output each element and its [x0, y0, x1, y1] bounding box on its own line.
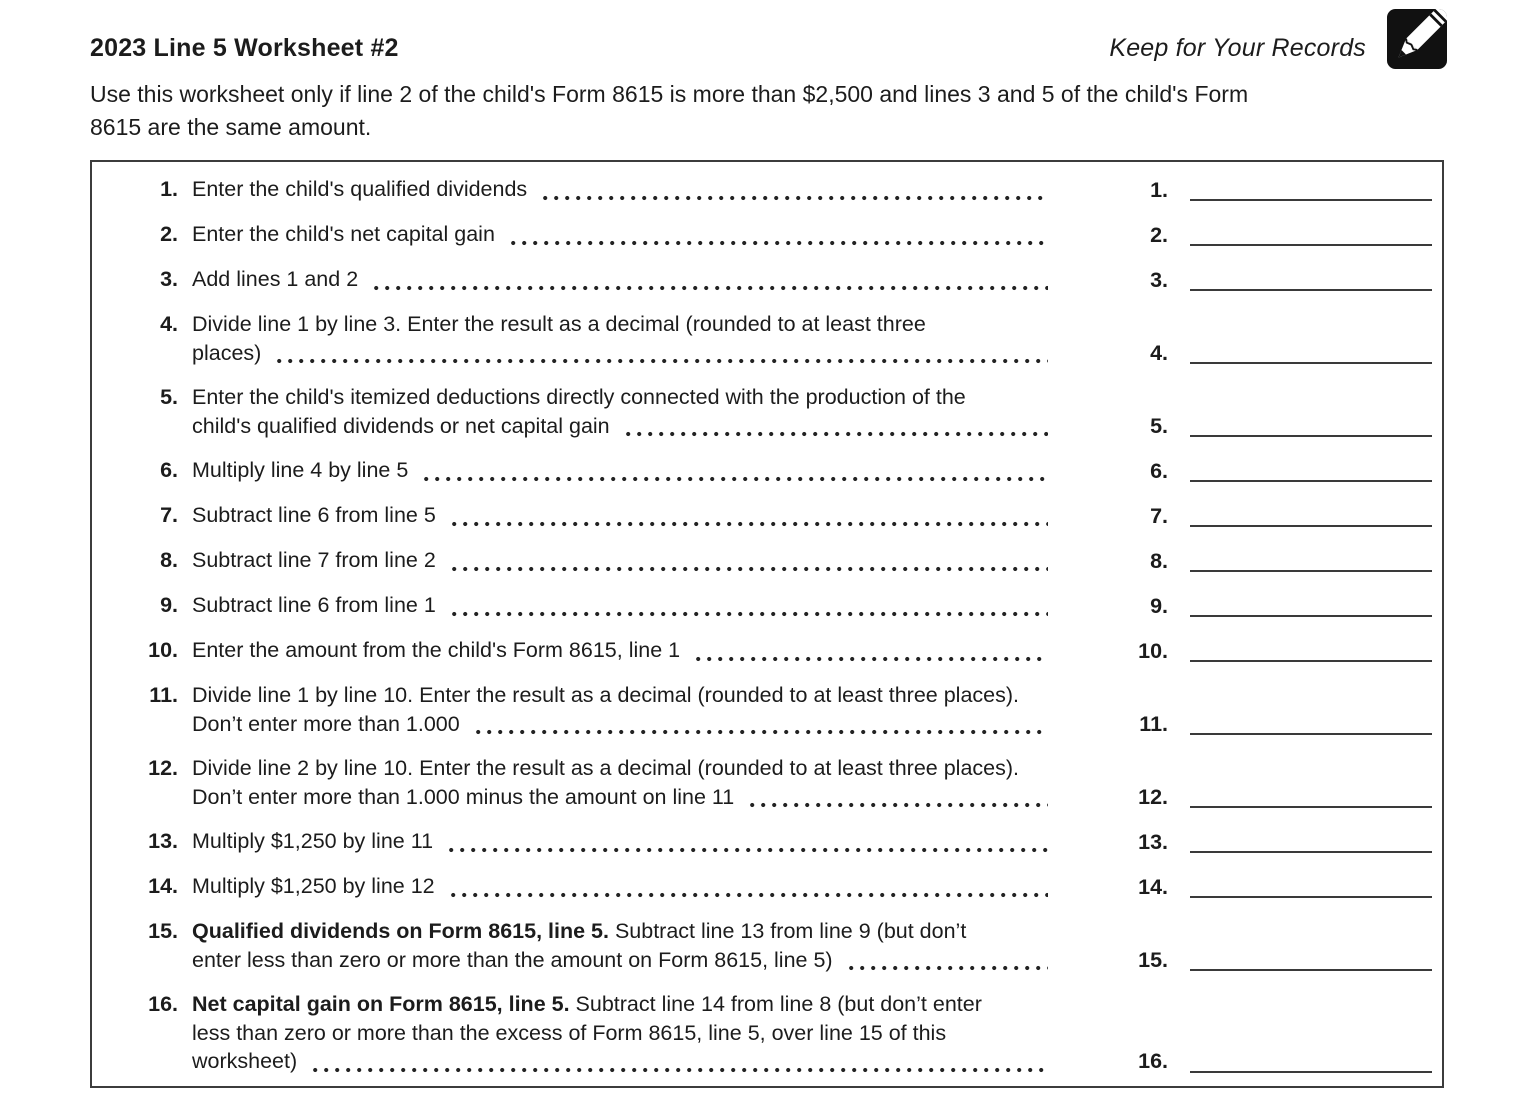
row-16-text-line: [192, 1019, 1050, 1048]
row-entry: [1050, 456, 1442, 485]
entry-blank-12[interactable]: [1190, 782, 1432, 808]
row-entry: [1050, 636, 1442, 665]
row-number: 9.: [160, 593, 178, 617]
dot-leader: [626, 431, 1048, 437]
entry-blank-8[interactable]: [1190, 546, 1432, 572]
entry-number: 5.: [1150, 413, 1168, 438]
row-1-text-line: [192, 175, 1050, 204]
row-number: 1.: [160, 177, 178, 201]
row-description: [192, 546, 1050, 575]
row-description: [192, 310, 1050, 367]
row-description: [192, 220, 1050, 249]
entry-number: 8.: [1150, 548, 1168, 573]
pencil-icon: [1387, 9, 1447, 69]
row-entry: [1050, 265, 1442, 294]
row-entry: [1050, 990, 1442, 1076]
entry-number: 7.: [1150, 503, 1168, 528]
row-entry: [1050, 383, 1442, 440]
worksheet-row-7: [92, 501, 1442, 530]
row-14-text: Multiply $1,250 by line 12: [192, 874, 435, 898]
row-16-text: worksheet): [192, 1049, 298, 1073]
row-5-text-line: [192, 383, 1050, 412]
row-description: [192, 175, 1050, 204]
row-1-text: Enter the child's qualified dividends: [192, 177, 528, 201]
worksheet-row-14: [92, 872, 1442, 901]
row-6-text: Multiply line 4 by line 5: [192, 458, 409, 482]
row-7-text: Subtract line 6 from line 5: [192, 503, 436, 527]
entry-blank-15[interactable]: [1190, 945, 1432, 971]
dot-leader: [313, 1067, 1048, 1073]
entry-blank-10[interactable]: [1190, 636, 1432, 662]
row-description: [192, 827, 1050, 856]
dot-leader: [511, 240, 1048, 246]
row-4-text: places): [192, 340, 262, 365]
worksheet-row-8: [92, 546, 1442, 575]
header: [90, 34, 1444, 63]
row-entry: [1050, 754, 1442, 811]
row-9-text-line: [192, 591, 1050, 620]
row-11-text-line: [192, 681, 1050, 710]
row-entry: [1050, 310, 1442, 367]
row-8-text: Subtract line 7 from line 2: [192, 548, 436, 572]
worksheet-row-2: [92, 220, 1442, 249]
row-12-text: Divide line 2 by line 10. Enter the result as a decimal (rounded to at least three places).: [192, 756, 1020, 780]
intro-line-2: 8615 are the same amount.: [90, 114, 372, 140]
row-number: 12.: [148, 756, 178, 780]
row-16-bold-lead: Net capital gain on Form 8615, line 5.: [192, 992, 576, 1016]
row-4-text: Divide line 1 by line 3. Enter the result as a decimal (rounded to at least three: [192, 312, 926, 336]
row-13-text-line: [192, 827, 1050, 856]
dot-leader: [476, 729, 1048, 735]
keep-for-records-label: Keep for Your Records: [1109, 34, 1366, 62]
worksheet-box: [90, 160, 1444, 1088]
row-number: 16.: [148, 992, 178, 1016]
row-7-text-line: [192, 501, 1050, 530]
row-2-text: Enter the child's net capital gain: [192, 222, 495, 246]
dot-leader: [849, 965, 1048, 971]
dot-leader: [374, 285, 1048, 291]
worksheet-row-3: [92, 265, 1442, 294]
intro-line-1: Use this worksheet only if line 2 of the child's Form 8615 is more than $2,500 and lines 3 and 5 of the child's Form: [90, 81, 1249, 107]
worksheet-row-1: [92, 175, 1442, 204]
row-number: 10.: [148, 638, 178, 662]
row-10-text-line: [192, 636, 1050, 665]
entry-blank-7[interactable]: [1190, 501, 1432, 527]
worksheet-row-9: [92, 591, 1442, 620]
entry-blank-3[interactable]: [1190, 265, 1432, 291]
dot-leader: [451, 892, 1048, 898]
row-description: [192, 591, 1050, 620]
entry-number: 1.: [1150, 177, 1168, 202]
worksheet-row-12: [92, 754, 1442, 811]
dot-leader: [696, 656, 1048, 662]
row-15-bold-lead: Qualified dividends on Form 8615, line 5.: [192, 919, 615, 943]
intro-text: [90, 78, 1444, 144]
row-5-text: Enter the child's itemized deductions directly connected with the production of the: [192, 385, 966, 409]
row-description: [192, 754, 1050, 811]
row-number: 11.: [149, 683, 178, 707]
entry-blank-11[interactable]: [1190, 709, 1432, 735]
row-entry: [1050, 872, 1442, 901]
row-entry: [1050, 591, 1442, 620]
worksheet-row-6: [92, 456, 1442, 485]
row-number: 8.: [160, 548, 178, 572]
worksheet-row-11: [92, 681, 1442, 738]
dot-leader: [452, 521, 1048, 527]
dot-leader: [543, 195, 1048, 201]
row-3-text: Add lines 1 and 2: [192, 267, 359, 291]
row-16-text: less than zero or more than the excess of Form 8615, line 5, over line 15 of this: [192, 1020, 947, 1045]
row-entry: [1050, 501, 1442, 530]
row-entry: [1050, 175, 1442, 204]
row-entry: [1050, 681, 1442, 738]
row-5-text: child's qualified dividends or net capital gain: [192, 413, 610, 438]
row-3-text-line: [192, 265, 1050, 294]
entry-blank-6[interactable]: [1190, 456, 1432, 482]
row-number: 4.: [160, 312, 178, 336]
row-12-text-line: [192, 754, 1050, 783]
entry-number: 12.: [1138, 784, 1168, 809]
entry-blank-14[interactable]: [1190, 872, 1432, 898]
entry-number: 6.: [1150, 458, 1168, 483]
row-number: 6.: [160, 458, 178, 482]
entry-number: 4.: [1150, 340, 1168, 365]
row-description: [192, 456, 1050, 485]
entry-blank-13[interactable]: [1190, 827, 1432, 853]
dot-leader: [452, 566, 1048, 572]
row-description: [192, 383, 1050, 440]
dot-leader: [449, 847, 1048, 853]
dot-leader: [424, 476, 1048, 482]
dot-leader: [277, 358, 1048, 364]
row-11-text-line: [192, 710, 1050, 739]
entry-blank-4[interactable]: [1190, 338, 1432, 364]
row-10-text: Enter the amount from the child's Form 8615, line 1: [192, 638, 681, 662]
entry-number: 11.: [1139, 711, 1168, 736]
row-15-text-line: [192, 946, 1050, 975]
entry-number: 2.: [1150, 222, 1168, 247]
row-12-text-line: [192, 783, 1050, 812]
row-description: [192, 636, 1050, 665]
row-15-text-line: [192, 917, 1050, 946]
row-entry: [1050, 917, 1442, 974]
worksheet-row-13: [92, 827, 1442, 856]
entry-number: 16.: [1138, 1049, 1168, 1073]
row-6-text-line: [192, 456, 1050, 485]
dot-leader: [452, 611, 1048, 617]
row-entry: [1050, 220, 1442, 249]
entry-blank-1[interactable]: [1190, 175, 1432, 201]
row-number: 5.: [160, 385, 178, 409]
worksheet-row-15: [92, 917, 1442, 974]
row-entry: [1050, 827, 1442, 856]
worksheet-row-4: [92, 310, 1442, 367]
row-number: 7.: [160, 503, 178, 527]
row-11-text: Don’t enter more than 1.000: [192, 711, 460, 736]
worksheet-row-10: [92, 636, 1442, 665]
entry-number: 3.: [1150, 267, 1168, 292]
row-description: [192, 872, 1050, 901]
row-number: 2.: [160, 222, 178, 246]
entry-blank-5[interactable]: [1190, 411, 1432, 437]
row-number: 13.: [148, 829, 178, 853]
row-entry: [1050, 546, 1442, 575]
row-2-text-line: [192, 220, 1050, 249]
entry-number: 15.: [1138, 947, 1168, 972]
row-description: [192, 265, 1050, 294]
row-number: 3.: [160, 267, 178, 291]
row-description: [192, 681, 1050, 738]
row-5-text-line: [192, 412, 1050, 441]
row-14-text-line: [192, 872, 1050, 901]
row-16-text-line: [192, 990, 1050, 1019]
entry-blank-2[interactable]: [1190, 220, 1432, 246]
row-4-text-line: [192, 339, 1050, 368]
row-number: 15.: [148, 919, 178, 943]
worksheet-row-16: [92, 990, 1442, 1076]
row-description: [192, 501, 1050, 530]
row-13-text: Multiply $1,250 by line 11: [192, 829, 434, 853]
row-16-text: Subtract line 14 from line 8 (but don’t enter: [575, 992, 982, 1016]
row-4-text-line: [192, 310, 1050, 339]
row-description: [192, 917, 1050, 974]
row-15-text: Subtract line 13 from line 9 (but don’t: [614, 919, 967, 943]
row-11-text: Divide line 1 by line 10. Enter the result as a decimal (rounded to at least three places).: [192, 683, 1020, 707]
entry-number: 14.: [1138, 874, 1168, 899]
row-number: 14.: [148, 874, 178, 898]
row-12-text: Don’t enter more than 1.000 minus the amount on line 11: [192, 784, 735, 809]
entry-number: 9.: [1150, 593, 1168, 618]
page-title: 2023 Line 5 Worksheet #2: [90, 34, 399, 62]
worksheet-row-5: [92, 383, 1442, 440]
row-9-text: Subtract line 6 from line 1: [192, 593, 436, 617]
dot-leader: [750, 802, 1048, 808]
row-description: [192, 990, 1050, 1076]
row-16-text-line: [192, 1047, 1050, 1076]
entry-number: 10.: [1138, 638, 1168, 663]
entry-blank-9[interactable]: [1190, 591, 1432, 617]
entry-number: 13.: [1138, 829, 1168, 854]
worksheet-rows: [92, 175, 1442, 1076]
row-8-text-line: [192, 546, 1050, 575]
row-15-text: enter less than zero or more than the amount on Form 8615, line 5): [192, 947, 833, 972]
entry-blank-16[interactable]: [1190, 1047, 1432, 1073]
